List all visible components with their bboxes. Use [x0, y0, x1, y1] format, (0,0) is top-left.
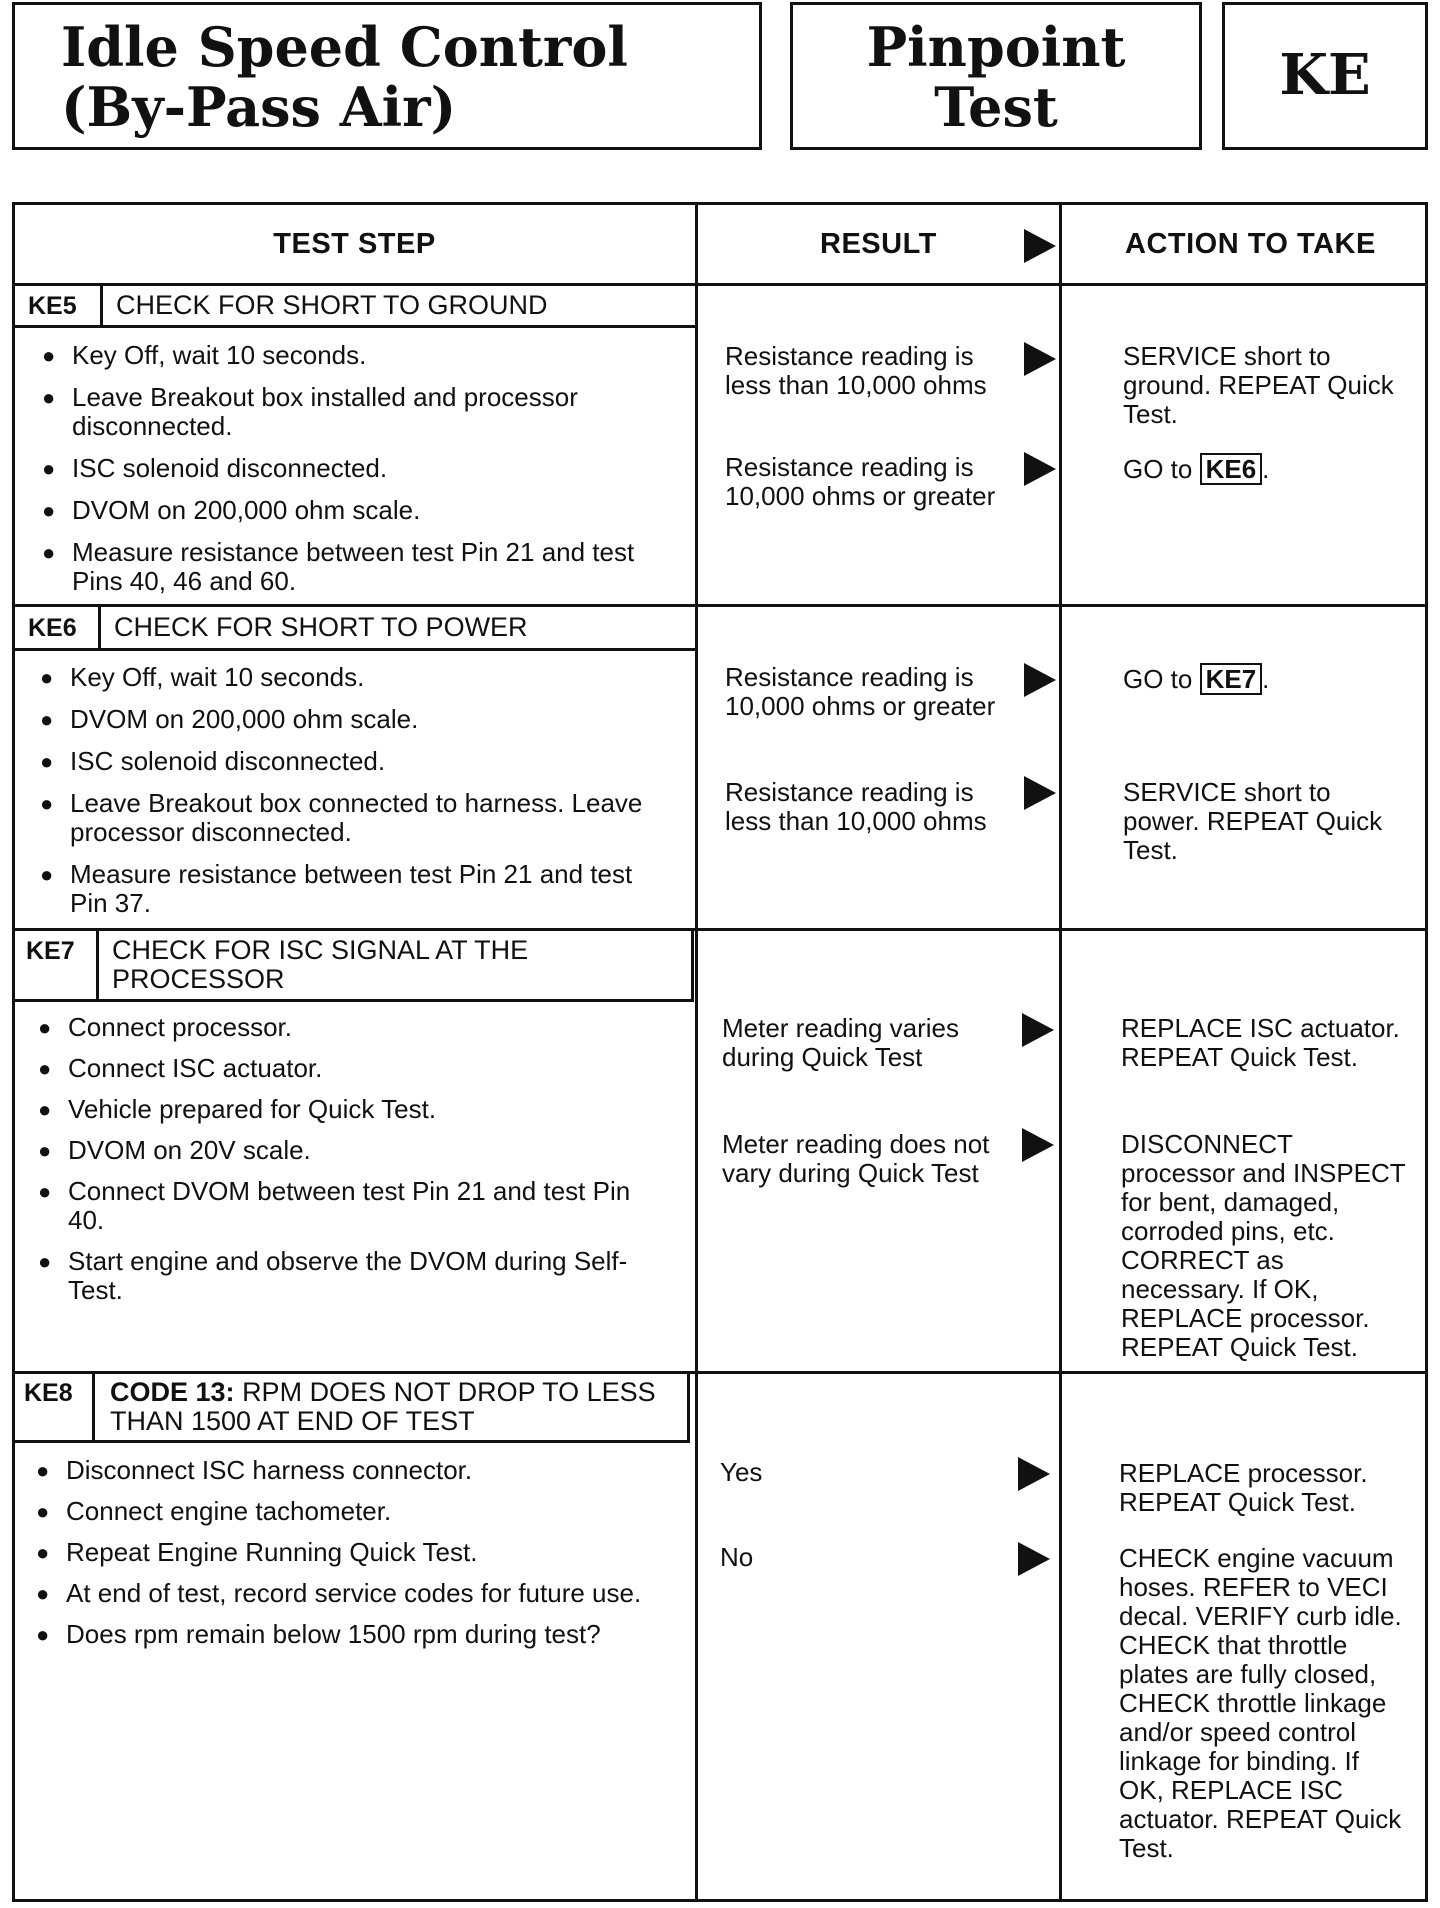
list-item: ● Vehicle prepared for Quick Test.: [36, 1095, 656, 1124]
step-id-separator: [100, 283, 103, 328]
list-item: ● Does rpm remain below 1500 rpm during test?: [34, 1620, 654, 1649]
step-id-separator: [96, 928, 99, 1002]
page-title-box: [12, 2, 762, 150]
action-text: DISCONNECT processor and INSPECT for bent, damaged, corroded pins, etc. CORRECT as necessary. If OK, REPLACE processor. REPEAT Quick Test.: [1121, 1129, 1406, 1362]
action-text: SERVICE short to ground. REPEAT Quick Test.: [1123, 341, 1394, 429]
result-text: Yes: [720, 1457, 763, 1487]
list-item: ● Start engine and observe the DVOM during Self-Test.: [36, 1247, 656, 1305]
list-item: ● Leave Breakout box connected to harness. Leave processor disconnected.: [38, 789, 658, 847]
list-item: ● At end of test, record service codes for future use.: [34, 1579, 654, 1608]
list-item: ● Connect engine tachometer.: [34, 1497, 654, 1526]
pinpoint-test-box: [790, 2, 1202, 150]
pinpoint-line1: Pinpoint: [866, 15, 1126, 79]
result-arrow-icon: [1022, 1013, 1054, 1047]
list-item: ● Measure resistance between test Pin 21 and test Pins 40, 46 and 60.: [40, 538, 660, 596]
step-id: KE5: [28, 292, 77, 320]
step-id: KE6: [28, 614, 77, 642]
action-prefix: GO to: [1123, 454, 1193, 484]
list-item: ● Connect processor.: [36, 1013, 656, 1042]
step-id-separator: [92, 1371, 95, 1443]
step-id: KE7: [26, 937, 75, 965]
column-header-result: RESULT: [820, 228, 937, 260]
step-title: CHECK FOR SHORT TO POWER: [114, 612, 528, 642]
list-item: ● Leave Breakout box installed and processor disconnected.: [40, 383, 660, 441]
column-header-action: ACTION TO TAKE: [1125, 228, 1376, 260]
step-title: [110, 1378, 670, 1436]
list-item: ● Measure resistance between test Pin 21 and test Pin 37.: [38, 860, 658, 918]
action-goto: [1123, 453, 1413, 485]
page-title-line1: Idle Speed Control: [61, 15, 628, 79]
column-divider-1: [695, 202, 698, 1902]
test-code: KE: [1279, 42, 1371, 108]
action-suffix: .: [1262, 664, 1270, 694]
result-arrow-icon: [1024, 452, 1056, 486]
page-title: [61, 17, 628, 137]
column-header-test-step: TEST STEP: [273, 228, 436, 260]
step-bullets-ke8: [34, 1456, 654, 1649]
step-title-text: RPM DOES NOT DROP TO LESS THAN 1500 AT END OF TEST: [110, 1377, 656, 1436]
result-arrow-icon: [1018, 1542, 1050, 1576]
test-code-box: [1222, 2, 1428, 150]
action-text: SERVICE short to power. REPEAT Quick Test.: [1123, 777, 1383, 865]
list-item: ● Connect ISC actuator.: [36, 1054, 656, 1083]
result-text: Resistance reading is less than 10,000 ohms: [725, 341, 987, 400]
step-id-separator: [98, 604, 101, 651]
list-item: ● ISC solenoid disconnected.: [38, 747, 658, 776]
column-divider-2: [1059, 202, 1062, 1902]
step-bullets-ke6: [38, 663, 658, 918]
step-title: CHECK FOR ISC SIGNAL AT THE PROCESSOR: [112, 935, 529, 994]
list-item: ● DVOM on 20V scale.: [36, 1136, 656, 1165]
list-item: ● DVOM on 200,000 ohm scale.: [38, 705, 658, 734]
list-item: ● ISC solenoid disconnected.: [40, 454, 660, 483]
action-goto: [1123, 663, 1413, 695]
list-item: ● DVOM on 200,000 ohm scale.: [40, 496, 660, 525]
pinpoint-line2: Test: [934, 75, 1058, 139]
goto-step-ref-ke7[interactable]: KE7: [1200, 663, 1263, 695]
result-text: Meter reading varies during Quick Test: [722, 1013, 959, 1072]
action-text: REPLACE ISC actuator. REPEAT Quick Test.: [1121, 1013, 1400, 1072]
action-text: REPLACE processor. REPEAT Quick Test.: [1119, 1458, 1368, 1517]
step-title: CHECK FOR SHORT TO GROUND: [116, 290, 548, 320]
result-arrow-icon: [1024, 776, 1056, 810]
result-arrow-icon: [1018, 1457, 1050, 1491]
list-item: ● Key Off, wait 10 seconds.: [38, 663, 658, 692]
result-arrow-icon: [1024, 342, 1056, 376]
step-id: KE8: [24, 1379, 73, 1407]
list-item: ● Disconnect ISC harness connector.: [34, 1456, 654, 1485]
result-text: Resistance reading is 10,000 ohms or greater: [725, 662, 996, 721]
list-item: ● Repeat Engine Running Quick Test.: [34, 1538, 654, 1567]
result-text: Resistance reading is 10,000 ohms or greater: [725, 452, 996, 511]
step-title-code: CODE 13:: [110, 1377, 235, 1407]
result-text: Resistance reading is less than 10,000 ohms: [725, 777, 987, 836]
result-arrow-icon: [1022, 1128, 1054, 1162]
action-text: CHECK engine vacuum hoses. REFER to VECI decal. VERIFY curb idle. CHECK that throttle plates are fully closed, CHECK throttle linkage and/or speed control linkage for binding. If OK, REPLACE ISC actuator. REPEAT Quick Test.: [1119, 1543, 1402, 1863]
action-suffix: .: [1262, 454, 1270, 484]
list-item: ● Connect DVOM between test Pin 21 and test Pin 40.: [36, 1177, 656, 1235]
result-text: Meter reading does not vary during Quick Test: [722, 1129, 990, 1188]
step-bullets-ke7: [36, 1013, 656, 1305]
action-prefix: GO to: [1123, 664, 1193, 694]
result-text: No: [720, 1542, 754, 1572]
result-arrow-icon: [1024, 663, 1056, 697]
step-bullets-ke5: [40, 341, 660, 596]
goto-step-ref-ke6[interactable]: KE6: [1200, 453, 1263, 485]
list-item: ● Key Off, wait 10 seconds.: [40, 341, 660, 370]
column-header-arrow-icon: [1024, 229, 1056, 263]
page-title-line2: (By-Pass Air): [61, 75, 457, 139]
